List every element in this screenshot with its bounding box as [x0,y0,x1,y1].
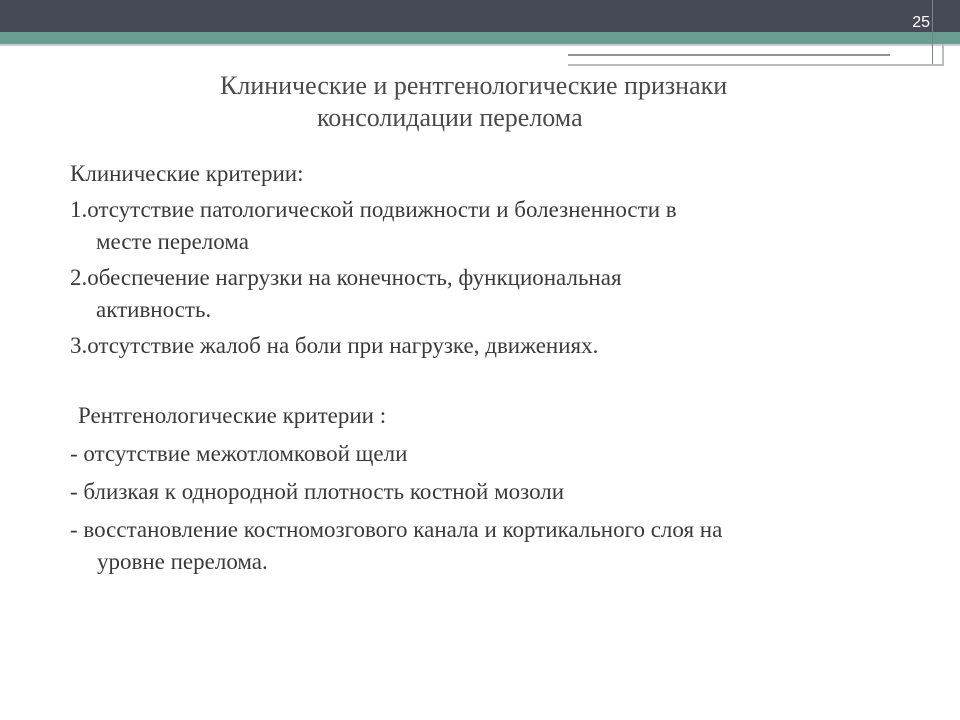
clinical-criterion-1-line-1: 1.отсутствие патологической подвижности и болезненности в [70,197,677,222]
decorative-line [568,54,890,56]
clinical-criteria-heading: Клинические критерии: [70,161,304,186]
radiological-criterion-3 [70,514,920,578]
slide-body [70,158,920,578]
slide-title [200,70,940,134]
clinical-criterion-1-line-2: месте перелома [96,229,249,254]
header-bar [0,0,960,32]
slide-number: 25 [912,14,930,31]
clinical-criterion-2-line-2: активность. [96,297,212,322]
decorative-vertical-line [932,0,933,64]
radiological-criterion-1 [70,438,920,470]
slide-title-line-2: консолидации перелома [317,103,583,132]
clinical-criterion-3-line-1: 3.отсутствие жалоб на боли при нагрузке, движениях. [70,333,599,358]
radiological-criteria-heading: Рентгенологические критерии : [78,403,387,428]
radiological-criterion-3-line-2: уровне перелома. [97,549,268,574]
radiological-criterion-2-line-1: - близкая к однородной плотность костной мозоли [70,479,565,504]
radiological-criterion-1-line-1: - отсутствие межотломковой щели [70,441,408,466]
radiological-criterion-2 [70,476,920,508]
header-accent-stripe [0,32,960,44]
slide-title-line-1: Клинические и рентгенологические признаки [220,71,728,100]
clinical-criterion-3 [70,330,920,362]
section-spacer [70,362,920,398]
clinical-criterion-2 [70,262,920,326]
clinical-criterion-2-line-1: 2.обеспечение нагрузки на конечность, функциональная [70,265,622,290]
clinical-criterion-1 [70,194,920,258]
radiological-criterion-3-line-1: - восстановление костномозгового канала и кортикального слоя на [70,517,723,542]
